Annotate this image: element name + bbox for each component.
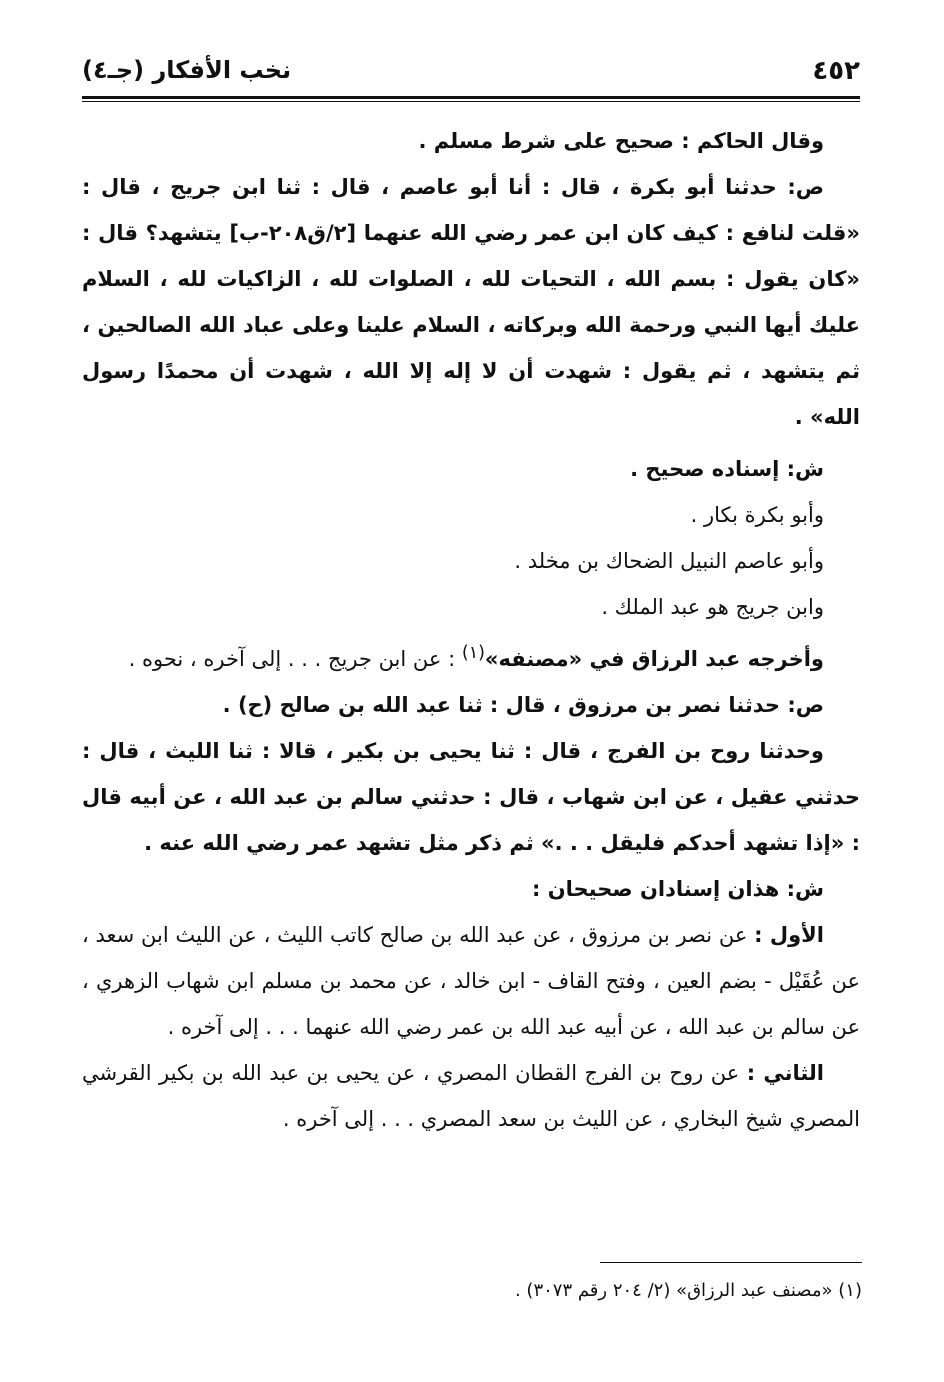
paragraph-first-chain [82, 912, 860, 1050]
paragraph-hadith-2-chain: وحدثنا روح بن الفرج ، قال : ثنا يحيى بن بكير ، قالا : ثنا الليث ، قال : حدثني عقيل ، عن ابن شهاب ، قال : حدثني سالم بن عبد الله ، عن أبيه قال : «إذا تشهد أحدكم فليقل . . .» ثم ذكر مثل تشهد عمر رضي الله عنه . [82, 739, 860, 855]
first-label: الأول : [754, 923, 824, 947]
sad-label-2: ص: [787, 693, 824, 717]
second-chain-text: عن روح بن الفرج القطان المصري ، عن يحيى بن عبد الله بن بكير القرشي المصري شيخ البخاري ، عن الليث بن سعد المصري . . . إلى آخره . [82, 1061, 860, 1131]
shin-label: ش: [786, 457, 824, 481]
narrator-note-2: وأبو عاصم النبيل الضحاك بن مخلد . [514, 549, 824, 573]
paragraph-hakim: وقال الحاكم : صحيح على شرط مسلم . [418, 129, 824, 153]
footnote-separator [600, 1262, 862, 1263]
paragraph-hadith-1 [82, 164, 860, 440]
commentary-2-text: هذان إسنادان صحيحان : [532, 877, 787, 901]
footnote: (١) «مصنف عبد الرزاق» (٢/ ٢٠٤ رقم ٣٠٧٣) . [514, 1280, 862, 1301]
page-header [82, 56, 860, 94]
paragraph-commentary-1 [82, 446, 860, 492]
paragraph-commentary-2 [82, 866, 860, 912]
hadith-2-text: حدثنا نصر بن مرزوق ، قال : ثنا عبد الله بن صالح (ح) . [222, 693, 788, 717]
narrator-note-3: وابن جريج هو عبد الملك . [601, 595, 824, 619]
header-rule-thick [82, 96, 860, 99]
footnote-ref: (١) [461, 643, 485, 663]
running-title: نخب الأفكار (جـ٤) [82, 56, 292, 84]
first-chain-text: عن نصر بن مرزوق ، عن عبد الله بن صالح كاتب الليث ، عن الليث ابن سعد ، عن عُقَيْل - بضم العين ، وفتح القاف - ابن خالد ، عن محمد بن مسلم ابن شهاب الزهري ، عن سالم بن عبد الله ، عن أبيه عبد الله بن عمر رضي الله عنهما . . . إلى آخره . [82, 923, 860, 1039]
second-label: الثاني : [746, 1061, 824, 1085]
narrator-note-1: وأبو بكرة بكار . [690, 503, 824, 527]
sad-label: ص: [787, 175, 824, 199]
paragraph-takhrij [82, 630, 860, 682]
paragraph-second-chain [82, 1050, 860, 1142]
shin-label-2: ش: [786, 877, 824, 901]
header-rule-thin [82, 101, 860, 102]
takhrij-source: وأخرجه عبد الرزاق في «مصنفه» [484, 647, 824, 671]
takhrij-text: : عن ابن جريج . . . إلى آخره ، نحوه . [128, 647, 462, 671]
paragraph-hadith-2 [82, 682, 860, 728]
commentary-1-text: إسناده صحيح . [630, 457, 787, 481]
page-number: ٤٥٢ [812, 56, 860, 86]
hadith-1-text: حدثنا أبو بكرة ، قال : أنا أبو عاصم ، قال : ثنا ابن جريج ، قال : «قلت لنافع : كيف كان ابن عمر رضي الله عنهما [٢/ق٢٠٨-ب] يتشهد؟ قال : «كان يقول : بسم الله ، التحيات لله ، الصلوات لله ، الزاكيات لله ، السلام عليك أيها النبي ورحمة الله وبركاته ، السلام علينا وعلى عباد الله الصالحين ، ثم يتشهد ، ثم يقول : شهدت أن لا إله إلا الله ، شهدت أن محمدًا رسول الله» . [82, 175, 860, 429]
main-text [82, 118, 860, 1142]
